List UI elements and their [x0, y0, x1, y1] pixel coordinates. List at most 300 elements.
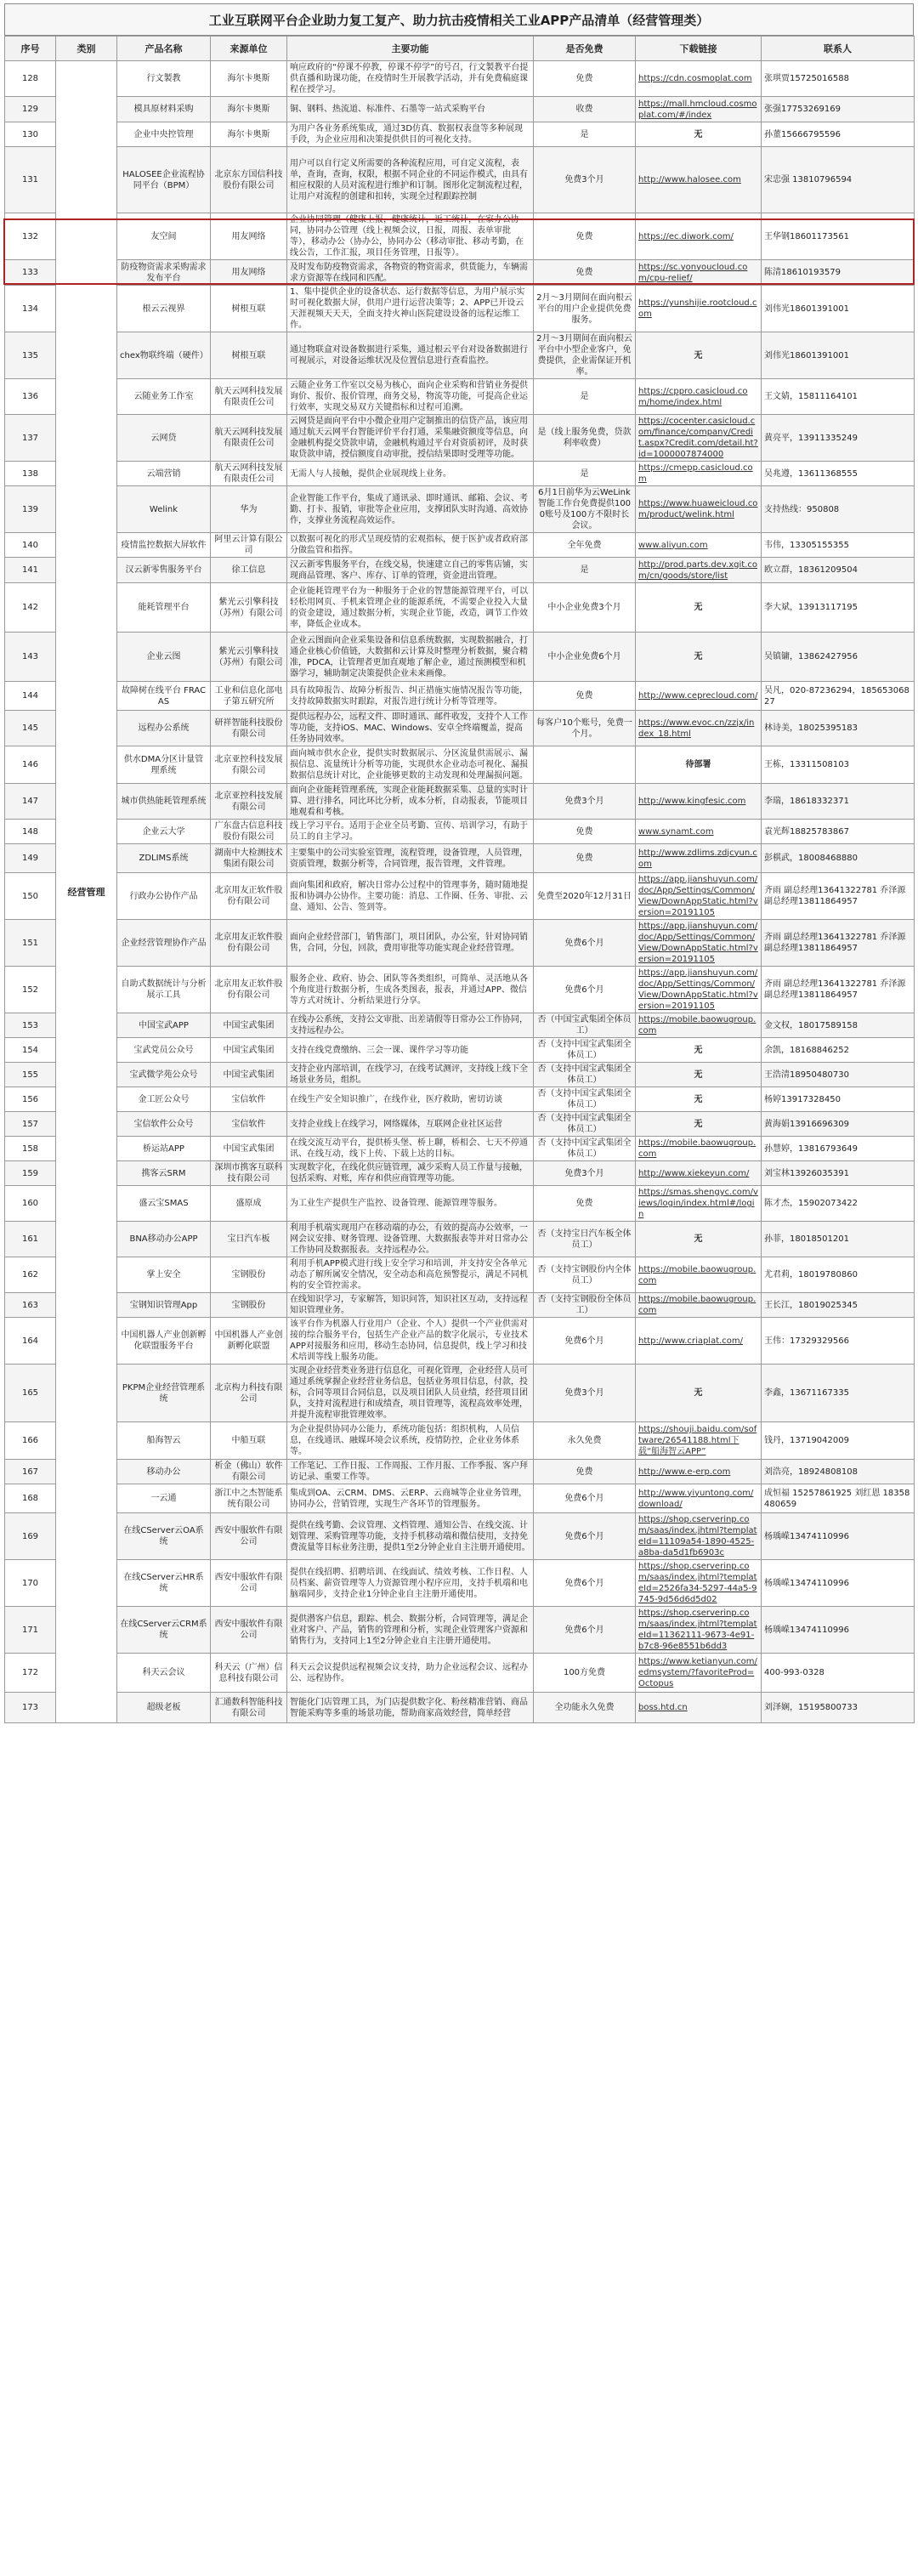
product-name: 宝武微学苑公众号	[117, 1063, 211, 1087]
main-function: 面向企业经营部门，销售部门，项目团队，办公室，针对协同销售，合同，分包，回款，费用审批等功能实现企业经营管理。	[287, 920, 534, 967]
table-row	[5, 682, 915, 711]
source-unit: 中国宝武集团	[211, 1038, 287, 1063]
source-unit: 西安中服软件有限公司	[211, 1607, 287, 1654]
row-number: 134	[5, 286, 56, 332]
table-row	[5, 1693, 915, 1723]
download-link[interactable]: http://www.e-erp.com	[636, 1460, 762, 1484]
product-name: 汉云新零售服务平台	[117, 558, 211, 583]
row-number: 165	[5, 1365, 56, 1422]
download-link[interactable]: http://www.yiyuntong.com/download/	[636, 1484, 762, 1513]
product-name: 防疫物资需求采购需求发布平台	[117, 260, 211, 286]
free-status	[534, 746, 636, 784]
contact-person: 李鑫，13671167335	[762, 1365, 915, 1422]
contact-person: 刘伟光18601391001	[762, 286, 915, 332]
table-row	[5, 1654, 915, 1693]
download-link[interactable]: https://cppro.casicloud.com/home/index.html	[636, 379, 762, 415]
product-name: 疫情监控数据大屏软件	[117, 533, 211, 558]
free-status: 免费	[534, 844, 636, 873]
contact-person: 陈清18610193579	[762, 260, 915, 286]
row-number: 164	[5, 1318, 56, 1365]
main-function: 具有故障报告、故障分析报告、纠正措施实施情况报告等功能，支持故障数据实时跟踪，对报告进行统计分析等管理等。	[287, 682, 534, 711]
source-unit: 工业和信息化部电子第五研究所	[211, 682, 287, 711]
main-function: 企业协同管理（健康上报，健康统计，返工统计，在家办公协同，协同办公管理（线上视频会议，日报，周报、表单审批等），移动办公（协办公，协同办公（移动审批、移动考勤，在线公告，工作汇报，项目任务管理，日报等）。	[287, 213, 534, 260]
table-row	[5, 1038, 915, 1063]
free-status: 否（支持宝钢股份全体员工）	[534, 1293, 636, 1318]
product-name: 故障树在线平台 FRACAS	[117, 682, 211, 711]
table-row	[5, 1318, 915, 1365]
main-function: 实现数字化，在线化供应链管理，减少采购人员工作量与接触，包括采购、对账，库存和供应商管理等功能。	[287, 1161, 534, 1186]
download-link[interactable]: http://www.criaplat.com/	[636, 1318, 762, 1365]
download-status: 待部署	[636, 746, 762, 784]
source-unit: 中国宝武集团	[211, 1013, 287, 1038]
row-number: 148	[5, 820, 56, 844]
row-number: 128	[5, 61, 56, 97]
download-link[interactable]: https://www.ketianyun.com/edmsystem/?favoriteProd=Octopus	[636, 1654, 762, 1693]
product-name: 企业云大学	[117, 820, 211, 844]
table-row	[5, 1222, 915, 1257]
contact-person: 孙慧婷，13816793649	[762, 1137, 915, 1161]
contact-person: 李瑞，18618332371	[762, 784, 915, 820]
source-unit: 海尔卡奥斯	[211, 61, 287, 97]
row-number: 150	[5, 873, 56, 920]
row-number: 172	[5, 1654, 56, 1693]
table-row	[5, 332, 915, 379]
product-name: 掌上安全	[117, 1257, 211, 1293]
contact-person: 成恒福 15257861925 刘红恩 18358480659	[762, 1484, 915, 1513]
contact-person: 王长江，18019025345	[762, 1293, 915, 1318]
contact-person: 韦伟，13305155355	[762, 533, 915, 558]
download-link[interactable]: https://www.evoc.cn/zzjx/index_18.html	[636, 711, 762, 746]
product-name: 在线CServer云CRM系统	[117, 1607, 211, 1654]
row-number: 132	[5, 213, 56, 260]
product-name: 盛云宝SMAS	[117, 1186, 211, 1222]
table-header-row	[5, 37, 915, 61]
main-function: 云随企业务工作室以交易为核心，面向企业采购和营销业务提供询价、报价、报价管理，商务交易，物流等功能，可提高企业运行效率，实现交易双方关键指标和过程可追溯。	[287, 379, 534, 415]
table-body	[5, 61, 915, 1723]
contact-person: 欧立群，18361209504	[762, 558, 915, 583]
header-download: 下载链接	[636, 37, 762, 61]
contact-person: 王文婧，15811164101	[762, 379, 915, 415]
header-function: 主要功能	[287, 37, 534, 61]
table-row	[5, 820, 915, 844]
main-function: 为工业生产提供生产监控、设备管理、能源管理等服务。	[287, 1186, 534, 1222]
row-number: 145	[5, 711, 56, 746]
row-number: 131	[5, 147, 56, 213]
download-link[interactable]: https://smas.shengyc.com/views/login/index.html#/login	[636, 1186, 762, 1222]
category-cell: 经营管理	[56, 61, 117, 1723]
product-name: 携客云SRM	[117, 1161, 211, 1186]
main-function: 支持企业线上在线学习，网络媒体，互联网企业社区运营	[287, 1112, 534, 1137]
row-number: 173	[5, 1693, 56, 1723]
free-status: 免费3个月	[534, 1365, 636, 1422]
row-number: 138	[5, 462, 56, 486]
contact-person: 张琪贾15725016588	[762, 61, 915, 97]
table-row	[5, 1365, 915, 1422]
free-status: 免费3个月	[534, 147, 636, 213]
main-function: 在线生产安全知识推广，在线作业，医疗救助，密切访谈	[287, 1087, 534, 1112]
source-unit: 盛原成	[211, 1186, 287, 1222]
source-unit: 宝信软件	[211, 1087, 287, 1112]
source-unit: 航天云网科技发展有限责任公司	[211, 379, 287, 415]
main-function: 提供在线考勤、会议管理、文档管理、通知公告、在线交流、计划管理、采购管理等功能，支持手机移动端和微信使用，支持免费流量等目标业务注册，提供1至2分钟企业自主注册开通使用。	[287, 1513, 534, 1560]
product-name: PKPM企业经营管理系统	[117, 1365, 211, 1422]
free-status: 免费6个月	[534, 1513, 636, 1560]
row-number: 151	[5, 920, 56, 967]
free-status: 中小企业免费3个月	[534, 583, 636, 633]
source-unit: 浙江中之杰智能系统有限公司	[211, 1484, 287, 1513]
free-status: 是（线上服务免费，贷款利率收费）	[534, 415, 636, 462]
main-function: 支持在线党费缴纳、三会一课、课件学习等功能	[287, 1038, 534, 1063]
free-status: 否（支持中国宝武集团全体员工）	[534, 1087, 636, 1112]
source-unit: 航天云网科技发展有限责任公司	[211, 415, 287, 462]
download-none: 无	[636, 633, 762, 682]
table-row	[5, 558, 915, 583]
product-name: 在线CServer云HR系统	[117, 1560, 211, 1607]
contact-person: 吴兆遵，13611368555	[762, 462, 915, 486]
free-status: 是	[534, 379, 636, 415]
header-category: 类别	[56, 37, 117, 61]
product-name: 中国机器人产业创新孵化联盟服务平台	[117, 1318, 211, 1365]
free-status: 免费6个月	[534, 1484, 636, 1513]
source-unit: 北京亚控科技发展有限公司	[211, 784, 287, 820]
source-unit: 北京用友正软件股份有限公司	[211, 967, 287, 1013]
table-row	[5, 1513, 915, 1560]
download-link[interactable]: https://mobile.baowugroup.com	[636, 1293, 762, 1318]
free-status: 否（支持中国宝武集团全体员工）	[534, 1137, 636, 1161]
main-function: 为用户各业务系统集成，通过3D仿真、数据权表盘等多种展现手段，为企业应用和决策提供供目的可视化支持。	[287, 122, 534, 147]
contact-person: 杨瑀嵘13474110996	[762, 1513, 915, 1560]
free-status: 免费	[534, 260, 636, 286]
free-status: 全功能永久免费	[534, 1693, 636, 1723]
download-link[interactable]: boss.htd.cn	[636, 1693, 762, 1723]
source-unit: 湖南中大检测技术集团有限公司	[211, 844, 287, 873]
contact-person: 尤君莉，18019780860	[762, 1257, 915, 1293]
download-link[interactable]: https://shop.cserverinp.com/saas/index.jhtml?templateId=11109a54-1890-4525-a8ba-da5d1fb6903c	[636, 1513, 762, 1560]
source-unit: 研祥智能科技股份有限公司	[211, 711, 287, 746]
main-function: 无需人与人接触，提供企业展现线上业务。	[287, 462, 534, 486]
source-unit: 北京东方国信科技股份有限公司	[211, 147, 287, 213]
row-number: 162	[5, 1257, 56, 1293]
download-none: 无	[636, 1222, 762, 1257]
document-title: 工业互联网平台企业助力复工复产、助力抗击疫情相关工业APP产品清单（经营管理类）	[4, 3, 914, 36]
row-number: 152	[5, 967, 56, 1013]
free-status: 免费6个月	[534, 1607, 636, 1654]
header-product: 产品名称	[117, 37, 211, 61]
free-status: 免费6个月	[534, 920, 636, 967]
source-unit: 北京构力科技有限公司	[211, 1365, 287, 1422]
source-unit: 广东盘古信息科技股份有限公司	[211, 820, 287, 844]
source-unit: 用友网络	[211, 260, 287, 286]
source-unit: 北京亚控科技发展有限公司	[211, 746, 287, 784]
download-link[interactable]: https://www.huaweicloud.com/product/welink.html	[636, 486, 762, 533]
product-name: 云端营销	[117, 462, 211, 486]
free-status: 免费至2020年12月31日	[534, 873, 636, 920]
main-function: 汉云新零售服务平台，在线交易，快速建立自己的零售店铺，实现商品管理、客户、库存、订单的管理，资金进出管理。	[287, 558, 534, 583]
product-name: 金工匠公众号	[117, 1087, 211, 1112]
download-link[interactable]: https://mobile.baowugroup.com	[636, 1257, 762, 1293]
contact-person: 齐雨 副总经理13641322781 乔泽源 副总经理13811864957	[762, 967, 915, 1013]
row-number: 140	[5, 533, 56, 558]
product-name: 一云通	[117, 1484, 211, 1513]
download-link[interactable]: https://app.jianshuyun.com/doc/App/Settings/Common/View/DownAppStatic.html?version=20191105	[636, 873, 762, 920]
contact-person: 刘泽娴，15195800733	[762, 1693, 915, 1723]
download-link[interactable]: http://www.halosee.com	[636, 147, 762, 213]
table-row	[5, 462, 915, 486]
table-row	[5, 967, 915, 1013]
download-link[interactable]: https://yunshijie.rootcloud.com	[636, 286, 762, 332]
product-name: 移动办公	[117, 1460, 211, 1484]
product-name: 船海智云	[117, 1422, 211, 1460]
product-name: 在线CServer云OA系统	[117, 1513, 211, 1560]
contact-person: 齐雨 副总经理13641322781 乔泽源 副总经理13811864957	[762, 873, 915, 920]
download-link[interactable]: http://www.zdlims.zdjcyun.com	[636, 844, 762, 873]
download-none: 无	[636, 1365, 762, 1422]
download-link[interactable]: https://cocenter.casicloud.com/finance/company/Credit.aspx?Credit.com/detail.ht?id=1000007874000	[636, 415, 762, 462]
main-function: 服务企业、政府、协会、团队等各类组织，可简单、灵活地从各个角度进行数据分析，生成各类图表，报表，并通过APP、微信等方式对统计、分析结果进行分享。	[287, 967, 534, 1013]
contact-person: 400-993-0328	[762, 1654, 915, 1693]
row-number: 166	[5, 1422, 56, 1460]
download-link[interactable]: https://shouji.baidu.com/software/26541188.html下载“船海智云APP”	[636, 1422, 762, 1460]
main-function: 企业智能工作平台，集成了通讯录、即时通讯、邮箱、会议、考勤、打卡、报销，审批等企业应用，支撑团队实时沟通、高效协作，支撑业务流程高效运作。	[287, 486, 534, 533]
download-link[interactable]: https://shop.cserverinp.com/saas/index.jhtml?templateId=11362111-9673-4e91-b7c8-96e8551b6dd3	[636, 1607, 762, 1654]
table-row	[5, 1087, 915, 1112]
main-function: 提供潜客户信息，跟踪、机会、数据分析，合同管理等，满足企业对客户、产品，销售的管理和分析，实现企业管理客户资源和销售行为，支持同上1至2分钟企业自主注册开通使用。	[287, 1607, 534, 1654]
product-name: 城市供热能耗管理系统	[117, 784, 211, 820]
main-function: 企业能耗管理平台为一种服务于企业的智慧能源管理平台，可以轻松用网页、手机来管理企业的能源系统，不需要企业投入大量的资金建设，通过数据分析，实现企业节能，改造，调节工作效率，降低企业成本。	[287, 583, 534, 633]
download-link[interactable]: https://shop.cserverinp.com/saas/index.jhtml?templateId=2526fa34-5297-44a5-9745-9d56d6d5d02	[636, 1560, 762, 1607]
row-number: 129	[5, 97, 56, 122]
source-unit: 海尔卡奥斯	[211, 122, 287, 147]
table-row	[5, 1607, 915, 1654]
download-none: 无	[636, 1112, 762, 1137]
row-number: 144	[5, 682, 56, 711]
main-function: 通过物联盒对设备数据进行采集，通过根云平台对设备数据进行可视展示，对设备运维状况及位置信息进行查看监控。	[287, 332, 534, 379]
contact-person: 黄海娟13916696309	[762, 1112, 915, 1137]
table-row	[5, 147, 915, 213]
free-status: 免费6个月	[534, 1560, 636, 1607]
free-status: 是	[534, 462, 636, 486]
main-function: 面向城市供水企业，提供实时数据展示、分区流量供需展示、漏损信息、流量统计分析等功能，实现供水企业动态可视化、漏损数据信息统计对比，企业能够更数的主动发现和处理漏损问题。	[287, 746, 534, 784]
download-link[interactable]: http://www.ceprecloud.com/	[636, 682, 762, 711]
row-number: 167	[5, 1460, 56, 1484]
source-unit: 徐工信息	[211, 558, 287, 583]
product-name: 模具原材料采购	[117, 97, 211, 122]
contact-person: 孙菲，18018501201	[762, 1222, 915, 1257]
contact-person: 彭棋武，18008468880	[762, 844, 915, 873]
download-none: 无	[636, 332, 762, 379]
main-function: 提供远程办公，远程文件、即时通讯、邮件收发，支持个人工作等功能，支持iOS、MAC、Windows、安卓全终端覆盖，提高任务协同效率。	[287, 711, 534, 746]
source-unit: 紫光云引擎科技（苏州）有限公司	[211, 583, 287, 633]
header-contact: 联系人	[762, 37, 915, 61]
source-unit: 用友网络	[211, 213, 287, 260]
source-unit: 紫光云引擎科技（苏州）有限公司	[211, 633, 287, 682]
download-link[interactable]: https://app.jianshuyun.com/doc/App/Settings/Common/View/DownAppStatic.html?version=20191105	[636, 920, 762, 967]
free-status: 免费	[534, 213, 636, 260]
source-unit: 中国宝武集团	[211, 1137, 287, 1161]
product-name: ZDLIMS系统	[117, 844, 211, 873]
main-function: 该平台作为机器人行业用户（企业、个人）提供一个产业供需对接的综合服务平台，包括生产企业产品的数字化展示，专业技术APP对接服务和应用，移动生态协同，信息提供，线上学习和技术培训等线上服务功能。	[287, 1318, 534, 1365]
download-link[interactable]: http://prod.parts.dev.xgit.com/cn/goods/store/list	[636, 558, 762, 583]
main-function: 支持企业内部培训，在线学习，在线考试测评，支持线上线下全场景业务员，组织。	[287, 1063, 534, 1087]
product-name: 中国宝武APP	[117, 1013, 211, 1038]
main-function: 实现企业经营类业务进行信息化，可视化管理，企业经营人员可通过系统掌握企业经营业务信息，包括业务项目信息，付款，投标，合同等项目合同信息，以及项目团队人员业绩，经营项目团队，支持对流程进行和成绩查，项目管理等，流程高效率处理，并提升流程审批管理效率。	[287, 1365, 534, 1422]
free-status: 免费	[534, 1460, 636, 1484]
product-name: 宝信软件公众号	[117, 1112, 211, 1137]
row-number: 153	[5, 1013, 56, 1038]
free-status: 免费	[534, 820, 636, 844]
row-number: 163	[5, 1293, 56, 1318]
download-link[interactable]: https://app.jianshuyun.com/doc/App/Settings/Common/View/DownAppStatic.html?version=20191105	[636, 967, 762, 1013]
contact-person: 刘伟光18601391001	[762, 332, 915, 379]
table-row	[5, 1257, 915, 1293]
download-link[interactable]: www.aliyun.com	[636, 533, 762, 558]
row-number: 133	[5, 260, 56, 286]
source-unit: 北京用友正软件股份有限公司	[211, 873, 287, 920]
main-function: 面向集团和政府，解决日常办公过程中的管理事务，随时随地提报和协调办公协作。主要功能：消息、工作圈、任务、审批、云盘、通知、公告、签到等。	[287, 873, 534, 920]
contact-person: 支持热线：950808	[762, 486, 915, 533]
product-name: 企业云图	[117, 633, 211, 682]
source-unit: 宝钢股份	[211, 1257, 287, 1293]
main-function: 云网贷是面向平台中小微企业用户定制推出的信贷产品，该应用通过航天云网平台智能评价平台打通，采集融资额度等信息，向金融机构提交贷款申请，金融机构通过平台对资质初评，及时获取贷款申请，授信额度自动审批，授信结果即时受理等功能。	[287, 415, 534, 462]
table-row	[5, 286, 915, 332]
table-row	[5, 1186, 915, 1222]
main-function: 科天云会议提供远程视频会议支持，助力企业远程会议、远程办公、远程协作。	[287, 1654, 534, 1693]
contact-person: 王浩清18950480730	[762, 1063, 915, 1087]
contact-person: 刘宝林13926035391	[762, 1161, 915, 1186]
row-number: 147	[5, 784, 56, 820]
free-status: 免费3个月	[534, 1161, 636, 1186]
product-name: 根云云视界	[117, 286, 211, 332]
free-status: 中小企业免费6个月	[534, 633, 636, 682]
source-unit: 宝日汽车板	[211, 1222, 287, 1257]
download-link[interactable]: www.synamt.com	[636, 820, 762, 844]
free-status: 否（支持中国宝武集团全体员工）	[534, 1038, 636, 1063]
contact-person: 张强17753269169	[762, 97, 915, 122]
source-unit: 深圳市携客互联科技有限公司	[211, 1161, 287, 1186]
main-function: 智能化门店管理工具，为门店提供数字化、粉丝精准营销、商品智能采购等多重的场景功能，帮助商家高效经营，简单经营	[287, 1693, 534, 1723]
source-unit: 宝信软件	[211, 1112, 287, 1137]
source-unit: 华为	[211, 486, 287, 533]
main-function: 集成到OA、云CRM、DMS、云ERP、云商城等企业业务管理，协同办公，营销管理，实现生产各环节的管理服务。	[287, 1484, 534, 1513]
product-name: 桥运站APP	[117, 1137, 211, 1161]
main-function: 利用手机端实现用户在移动端的办公，有效的提高办公效率，一网会议安排、财务管理、设备管理、大数据报表等并对日常办公工作协同及数据报表。支持远程办公。	[287, 1222, 534, 1257]
row-number: 171	[5, 1607, 56, 1654]
product-name: 自助式数据统计与分析展示工具	[117, 967, 211, 1013]
free-status: 免费3个月	[534, 784, 636, 820]
row-number: 149	[5, 844, 56, 873]
source-unit: 中船互联	[211, 1422, 287, 1460]
source-unit: 宝钢股份	[211, 1293, 287, 1318]
free-status: 否（支持中国宝武集团全体员工）	[534, 1063, 636, 1087]
row-number: 141	[5, 558, 56, 583]
main-function: 用户可以自行定义所需要的各种流程应用，可自定义流程，表单，查询，查询，权限，根据不同企业的不同运作模式，由具有相应权限的人员对流程进行维护和订制。图形化定制流程过程，让用户对流程的创建和扣转，实现全过程跟踪控制	[287, 147, 534, 213]
table-row	[5, 633, 915, 682]
main-function: 在线交流互动平台，提供桥头堡、桥上聊，桥相会、七天不停通讯、在线互动，线下上传、下载上达的目标。	[287, 1137, 534, 1161]
main-function: 线上学习平台。适用于企业全员考勤、宣传、培训学习，有助于员工的自主学习。	[287, 820, 534, 844]
free-status: 6月1日前华为云WeLink智能工作台免费提供1000账号及100方不限时长会议。	[534, 486, 636, 533]
free-status: 免费	[534, 1186, 636, 1222]
download-link[interactable]: https://sc.yonyoucloud.com/cpu-relief/	[636, 260, 762, 286]
contact-person: 杨瑀嵘13474110996	[762, 1560, 915, 1607]
download-link[interactable]: https://cdn.cosmoplat.com	[636, 61, 762, 97]
free-status: 否（中国宝武集团全体员工）	[534, 1013, 636, 1038]
product-name: 宝武党员公众号	[117, 1038, 211, 1063]
table-row	[5, 415, 915, 462]
contact-person: 袁光辉18825783867	[762, 820, 915, 844]
contact-person: 金文权，18017589158	[762, 1013, 915, 1038]
table-row	[5, 1137, 915, 1161]
source-unit: 汇通数科智能科技有限公司	[211, 1693, 287, 1723]
row-number: 157	[5, 1112, 56, 1137]
download-link[interactable]: https://mobile.baowugroup.com	[636, 1137, 762, 1161]
download-none: 无	[636, 1038, 762, 1063]
contact-person: 陈才杰，15902073422	[762, 1186, 915, 1222]
main-function: 为企业提供协同办公能力，系统功能包括：组织机构，人员信息，在线通讯、融媒环境会议系统，疫情防控，企业业务体系等。	[287, 1422, 534, 1460]
free-status: 收费	[534, 97, 636, 122]
contact-person: 王伟：17329329566	[762, 1318, 915, 1365]
row-number: 156	[5, 1087, 56, 1112]
table-row	[5, 1422, 915, 1460]
main-function: 铜、钢料、热流道、标准件、石墨等一站式采购平台	[287, 97, 534, 122]
row-number: 143	[5, 633, 56, 682]
contact-person: 吴凡，020-87236294，18565306827	[762, 682, 915, 711]
download-link[interactable]: https://mall.hmcloud.cosmoplat.com/#/index	[636, 97, 762, 122]
table-row	[5, 1460, 915, 1484]
table-row	[5, 1013, 915, 1038]
free-status: 是	[534, 558, 636, 583]
table-row	[5, 583, 915, 633]
download-link[interactable]: http://www.xiekeyun.com/	[636, 1161, 762, 1186]
download-link[interactable]: https://mobile.baowugroup.com	[636, 1013, 762, 1038]
product-name: 行文製教	[117, 61, 211, 97]
table-row	[5, 784, 915, 820]
free-status: 免费6个月	[534, 967, 636, 1013]
product-name: BNA移动办公APP	[117, 1222, 211, 1257]
download-link[interactable]: http://www.kingfesic.com	[636, 784, 762, 820]
source-unit: 西安中服软件有限公司	[211, 1513, 287, 1560]
download-link[interactable]: https://cmepp.casicloud.com	[636, 462, 762, 486]
table-row	[5, 1293, 915, 1318]
main-function: 主要集中的公司实验室管理，流程管理，设备管理，人员管理，资质管理，数据分析等，合同管理，报告管理，文件管理。	[287, 844, 534, 873]
table-row	[5, 379, 915, 415]
row-number: 168	[5, 1484, 56, 1513]
free-status: 2月～3月期间在面向根云平台中小型企业客户，免费提供，企业需保证开机率。	[534, 332, 636, 379]
download-link[interactable]: https://ec.diwork.com/	[636, 213, 762, 260]
table-row	[5, 1560, 915, 1607]
row-number: 154	[5, 1038, 56, 1063]
source-unit: 中国宝武集团	[211, 1063, 287, 1087]
free-status: 永久免费	[534, 1422, 636, 1460]
main-function: 在线知识学习，专家解答，知识问答，知识社区互动，支持远程知识管理业务。	[287, 1293, 534, 1318]
main-function: 企业云图面向企业采集设备和信息系统数据，实现数据融合，打通企业核心价值链，大数据和云计算及时整理分析数据，聚合精准，PDCA，让管理者更加直观地了解企业，通过预测模型和机器学习，辅助制定决策提供企业未来画像。	[287, 633, 534, 682]
free-status: 100方免费	[534, 1654, 636, 1693]
table-row	[5, 920, 915, 967]
row-number: 158	[5, 1137, 56, 1161]
product-name: 远程办公系统	[117, 711, 211, 746]
free-status: 否（支持宝日汽车板全体员工）	[534, 1222, 636, 1257]
free-status: 2月～3月期间在面向根云平台的用户企业提供免费服务。	[534, 286, 636, 332]
table-row	[5, 711, 915, 746]
row-number: 130	[5, 122, 56, 147]
main-function: 及时发布防疫物资需求，各物资的物资需求，供货能力，车辆需求方资源等在线同和匹配。	[287, 260, 534, 286]
table-row	[5, 844, 915, 873]
contact-person: 宋忠强 13810796594	[762, 147, 915, 213]
product-name: 企业经营管理协作产品	[117, 920, 211, 967]
contact-person: 林诗美，18025395183	[762, 711, 915, 746]
contact-person: 钱丹，13719042009	[762, 1422, 915, 1460]
main-function: 工作笔记、工作日报、工作周报、工作月报、工作季报、客户拜访记录、重要工作等。	[287, 1460, 534, 1484]
table-row	[5, 1161, 915, 1186]
